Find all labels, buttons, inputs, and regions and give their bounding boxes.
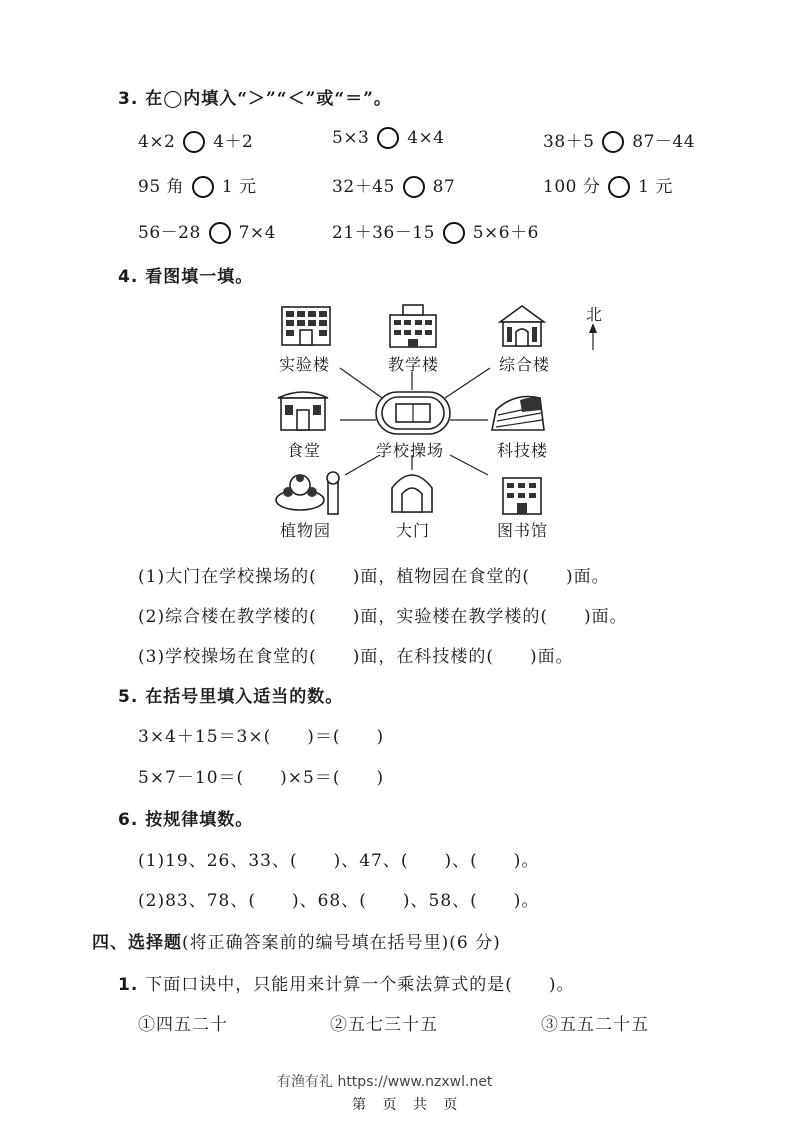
- q3-r1-c2-left: 5×3: [332, 128, 370, 148]
- library-label: 图书馆: [497, 521, 549, 540]
- gate-label: 大门: [396, 521, 431, 540]
- q6-heading: [118, 805, 253, 830]
- teaching-label: 教学楼: [388, 355, 440, 374]
- complex-label: 综合楼: [499, 355, 551, 374]
- canteen-building-icon: [278, 392, 328, 430]
- section-4-subtitle: (将正确答案前的编号填在括号里)(6 分): [182, 933, 501, 953]
- q4-text: 看图填一填。: [145, 267, 254, 287]
- q6-text: 按规律填数。: [145, 810, 254, 830]
- q3-r2-c3-left: 100 分: [543, 177, 601, 197]
- section-4-heading: [92, 928, 501, 953]
- s4q1-text: 下面口诀中，只能用来计算一个乘法算式的是( )。: [145, 975, 575, 995]
- s4q1-option-1: ①四五二十: [138, 1015, 228, 1035]
- s4q1-heading: [118, 970, 574, 995]
- q3-r2-c1-right: 1 元: [221, 177, 257, 197]
- q3-r1-c1-right: 4＋2: [213, 132, 254, 152]
- line-field-lab: [340, 368, 385, 400]
- s4q1-option-3: ③五五二十五: [541, 1015, 649, 1035]
- q6-item-1: (1)19、26、33、( )、47、( )、( )。: [138, 851, 540, 871]
- line-field-library: [450, 455, 488, 475]
- q5-text: 在括号里填入适当的数。: [145, 687, 344, 707]
- garden-label: 植物园: [280, 521, 332, 540]
- q3-r3-c1-right: 7×4: [238, 223, 276, 243]
- tech-building-icon: [492, 397, 544, 431]
- q4-item-3: (3)学校操场在食堂的( )面，在科技楼的( )面。: [138, 647, 574, 667]
- lab-label: 实验楼: [279, 355, 331, 374]
- q4-item-1: (1)大门在学校操场的( )面，植物园在食堂的( )面。: [138, 567, 610, 587]
- complex-building-icon: [500, 306, 544, 346]
- section-4-title: 四、选择题: [92, 933, 182, 953]
- gate-icon: [392, 475, 432, 512]
- s4q1-number: 1.: [118, 975, 139, 995]
- q4-item-2: (2)综合楼在教学楼的( )面，实验楼在教学楼的( )面。: [138, 607, 628, 627]
- q3-number: 3.: [118, 89, 139, 109]
- q3-r2-c1-left: 95 角: [138, 177, 185, 197]
- s4q1-option-2: ②五七三十五: [330, 1015, 438, 1035]
- q3-r1-c1-left: 4×2: [138, 132, 176, 152]
- q3-text: 在◯内填入“＞”“＜”或“＝”。: [145, 89, 392, 109]
- north-label: 北: [586, 305, 604, 324]
- q6-item-2: (2)83、78、( )、68、( )、58、( )。: [138, 891, 540, 911]
- campus-map: [0, 0, 793, 560]
- q3-r2-c3-right: 1 元: [638, 177, 673, 197]
- line-field-complex: [445, 368, 490, 398]
- library-building-icon: [503, 478, 541, 514]
- q5-heading: [118, 682, 343, 707]
- canteen-label: 食堂: [287, 441, 322, 460]
- garden-icon: [276, 472, 339, 514]
- q3-r2-c2-right: 87: [432, 177, 456, 197]
- q5-number: 5.: [118, 687, 139, 707]
- q3-r1-c3-right: 87－44: [632, 132, 696, 152]
- footer-page: 第 页 共 页: [352, 1097, 464, 1113]
- footer-watermark: 有渔有礼 https://www.nzxwl.net: [277, 1074, 493, 1090]
- q3-r3-c2-right: 5×6＋6: [472, 223, 539, 243]
- line-field-garden: [345, 455, 380, 475]
- lab-building-icon: [282, 307, 330, 345]
- q3-r2-c2-left: 32＋45: [332, 177, 395, 197]
- q6-number: 6.: [118, 810, 139, 830]
- q3-r3-c2-left: 21＋36－15: [332, 223, 435, 243]
- q5-item-1: 3×4＋15＝3×( )＝( ): [138, 727, 385, 747]
- q5-item-2: 5×7－10＝( )×5＝( ): [138, 768, 385, 788]
- teaching-building-icon: [390, 305, 436, 347]
- school-field-icon: [376, 392, 450, 434]
- q3-r3-c1-left: 56－28: [138, 223, 201, 243]
- q3-r1-c3-left: 38＋5: [543, 132, 595, 152]
- field-label: 学校操场: [376, 441, 445, 460]
- q4-number: 4.: [118, 267, 139, 287]
- tech-label: 科技楼: [497, 441, 549, 460]
- q3-r1-c2-right: 4×4: [407, 128, 445, 148]
